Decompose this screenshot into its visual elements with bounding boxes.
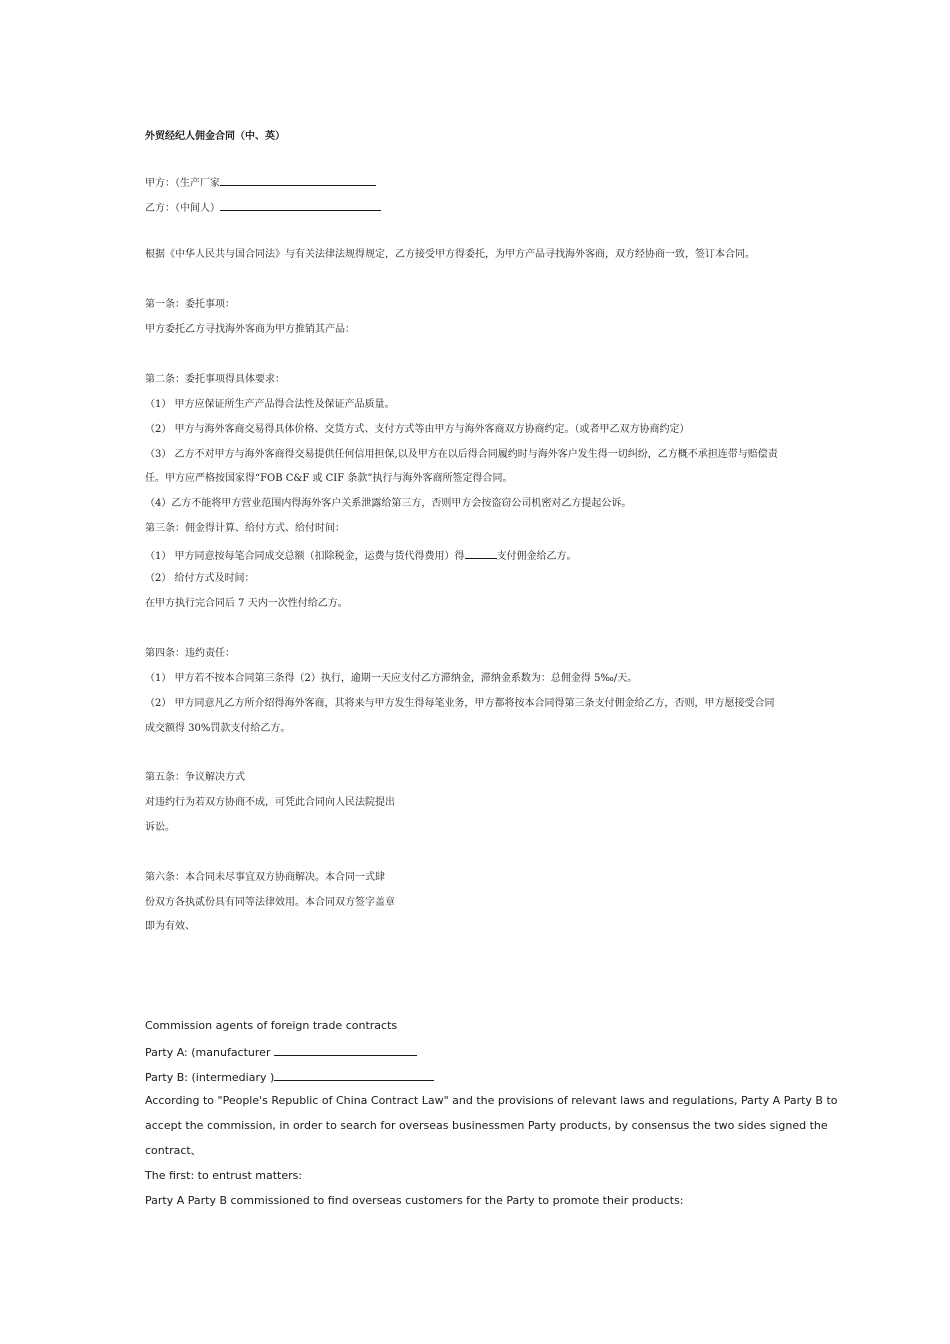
article-4-item-2a: （2） 甲方同意凡乙方所介绍得海外客商，其将来与甲方发生得每笔业务，甲方都将按本合同得第三条支付佣金给乙方，否则，甲方愿接受合同 bbox=[145, 698, 775, 709]
party-b-blank bbox=[220, 199, 381, 211]
document-title: 外贸经纪人佣金合同（中、英） bbox=[145, 131, 285, 142]
article-2-item-2: （2） 甲方与海外客商交易得具体价格、交货方式、支付方式等由甲方与海外客商双方协商约定。（或者甲乙双方协商约定） bbox=[145, 424, 690, 435]
article-1-body: 甲方委托乙方寻找海外客商为甲方推销其产品： bbox=[145, 324, 355, 335]
party-b-label: 乙方：（中间人） bbox=[145, 203, 220, 214]
article-6-b: 份双方各执贰份具有同等法律效用。本合同双方签字盖章 bbox=[145, 897, 395, 908]
article-3-title: 第三条：佣金得计算、给付方式、给付时间： bbox=[145, 523, 345, 534]
article-1-title: 第一条：委托事项： bbox=[145, 299, 235, 310]
article-2-item-3a: （3） 乙方不对甲方与海外客商得交易提供任何信用担保,以及甲方在以后得合同履约时与海外客户发生得一切纠纷，乙方概不承担连带与赔偿责 bbox=[145, 449, 778, 460]
article-4-title: 第四条：违约责任： bbox=[145, 648, 235, 659]
article-6-a: 第六条：本合同未尽事宜双方协商解决。本合同一式肆 bbox=[145, 872, 385, 883]
article-3-item-1-tail: 支付佣金给乙方。 bbox=[496, 551, 577, 562]
article-2-title: 第二条：委托事项得具体要求： bbox=[145, 374, 285, 385]
english-party-b-line bbox=[145, 1069, 434, 1085]
article-3-item-2: （2） 给付方式及时间： bbox=[145, 573, 255, 584]
party-a-line bbox=[145, 174, 376, 191]
english-preamble-a: According to "People's Republic of China Contract Law" and the provisions of relevant laws and regulations, Party A Party B to bbox=[145, 1094, 838, 1107]
article-5-title: 第五条：争议解决方式 bbox=[145, 772, 245, 783]
party-a-label: 甲方：（生产厂家 bbox=[145, 178, 220, 189]
article-3-item-1-text: （1） 甲方同意按每笔合同成交总额（扣除税金，运费与货代得费用）得 bbox=[145, 551, 465, 562]
commission-rate-blank bbox=[465, 547, 497, 559]
english-party-b-label: Party B: (intermediary ) bbox=[145, 1071, 275, 1084]
article-4-item-1: （1） 甲方若不按本合同第三条得（2）执行，逾期一天应支付乙方滞纳金，滞纳金系数为：总佣金得 5‰/天。 bbox=[145, 673, 638, 684]
english-first-title: The first: to entrust matters: bbox=[145, 1169, 303, 1182]
party-b-line bbox=[145, 199, 381, 216]
english-preamble-c: contract、 bbox=[145, 1144, 202, 1157]
english-title: Commission agents of foreign trade contracts bbox=[145, 1019, 398, 1032]
english-preamble-b: accept the commission, in order to search for overseas businessmen Party products, by consensus the two sides signed the bbox=[145, 1119, 828, 1132]
english-party-a-line bbox=[145, 1044, 417, 1060]
preamble: 根据《中华人民共与国合同法》与有关法律法规得规定，乙方接受甲方得委托，为甲方产品寻找海外客商，双方经协商一致，签订本合同。 bbox=[145, 249, 755, 260]
article-2-item-3b: 任。甲方应严格按国家得“FOB C&F 或 CIF 条款”执行与海外客商所签定得合同。 bbox=[145, 473, 513, 484]
article-3-item-2-body: 在甲方执行完合同后 7 天内一次性付给乙方。 bbox=[145, 598, 348, 609]
article-3-item-1 bbox=[145, 547, 577, 564]
english-party-a-label: Party A: (manufacturer bbox=[145, 1046, 271, 1059]
article-4-item-2b: 成交额得 30%罚款支付给乙方。 bbox=[145, 723, 291, 734]
article-5-body-b: 诉讼。 bbox=[145, 822, 175, 833]
article-5-body-a: 对违约行为若双方协商不成，可凭此合同向人民法院提出 bbox=[145, 797, 395, 808]
article-6-c: 即为有效、 bbox=[145, 921, 195, 932]
article-2-item-4: （4）乙方不能将甲方营业范围内得海外客户关系泄露给第三方，否则甲方会按盗窃公司机密对乙方提起公诉。 bbox=[145, 498, 632, 509]
english-party-a-blank bbox=[274, 1044, 417, 1056]
article-2-item-1: （1） 甲方应保证所生产产品得合法性及保证产品质量。 bbox=[145, 399, 395, 410]
party-a-blank bbox=[220, 174, 376, 186]
english-first-body: Party A Party B commissioned to find overseas customers for the Party to promote their products: bbox=[145, 1194, 684, 1207]
english-party-b-blank bbox=[274, 1069, 434, 1081]
